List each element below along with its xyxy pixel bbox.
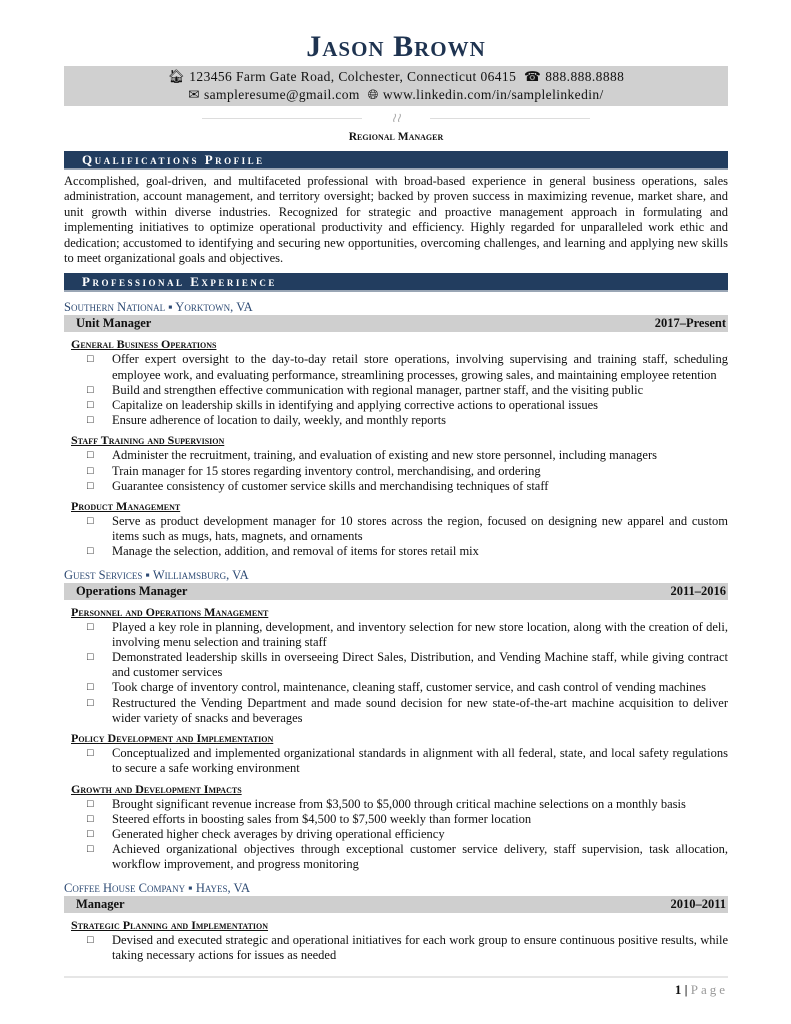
page-footer [64,976,728,998]
phone: 888.888.8888 [545,69,625,84]
bullet-list [87,933,728,963]
qualifications-summary: Accomplished, goal-driven, and multifaceted professional with broad-based experience in general business operations, sales administration, account management, and territory oversight; backed by proven success in maximizing revenue, market share, and unit growth within diverse industries. Recognized for strategic and proactive management approach in formulating and implementing initiatives to optimize operational productivity and efficiency. Highly regarded for unparalleled work ethic and dedication; accustomed to identifying and securing new opportunities, overcoming challenges, and learning and applying new skills to meet organizational goals and objectives. [64,174,728,266]
ornament-icon: ≀≀ [391,110,401,125]
square-bullet-icon: □ [87,651,94,664]
list-item [87,696,728,726]
list-item [87,398,728,413]
list-item [87,464,728,479]
phone-icon: ☎ [524,69,542,84]
company-location: Coffee House Company ▪ Hayes, VA [64,880,250,895]
role-title: Manager [76,896,125,911]
list-item [87,650,728,680]
square-bullet-icon: □ [87,843,94,856]
role-title: Unit Manager [76,316,152,331]
bullet-text: Manage the selection, addition, and removal of items for stores retail mix [112,544,479,559]
bullet-text: Played a key role in planning, development, and inventory selection for new store location, along with the creation of deli, involving menu selection and training staff [112,619,728,649]
subheading: Growth and Development Impacts [71,781,242,796]
candidate-name: Jason Brown [306,30,486,63]
square-bullet-icon: □ [87,515,94,528]
page-number: 1 [674,982,682,997]
square-bullet-icon: □ [87,545,94,558]
email-icon: ✉ [188,87,201,102]
bullet-text: Capitalize on leadership skills in identifying and applying corrective actions to operational issues [112,398,598,413]
role-title: Operations Manager [76,583,188,598]
list-item [87,383,728,398]
bullet-list [87,514,728,560]
square-bullet-icon: □ [87,464,94,477]
list-item [87,352,728,382]
experience-list [64,300,728,962]
bullet-text: Achieved organizational objectives through exceptional customer service delivery, staff supervision, task allocation, workflow improvement, and progress monitoring [112,842,728,872]
subheading: Policy Development and Implementation [71,731,274,746]
role-dates: 2011–2016 [670,583,726,598]
bullet-list [87,620,728,726]
linkedin-link[interactable]: www.linkedin.com/in/samplelinkedin/ [382,87,604,102]
bullet-text: Took charge of inventory control, maintenance, cleaning staff, customer service, and cash control of vending machines [112,680,706,695]
role-bar [64,896,728,913]
list-item [87,933,728,963]
contact-box [64,66,728,106]
square-bullet-icon: □ [87,383,94,396]
bullet-text: Generated higher check averages by driving operational efficiency [112,826,445,841]
square-bullet-icon: □ [87,414,94,427]
home-icon: 🏠︎ [167,69,186,84]
square-bullet-icon: □ [87,449,94,462]
role-bar [64,583,728,600]
list-item [87,479,728,494]
square-bullet-icon: □ [87,479,94,492]
square-bullet-icon: □ [87,399,94,412]
resume-page [64,30,728,963]
square-bullet-icon: □ [87,620,94,633]
subheading: Staff Training and Supervision [71,433,225,448]
bullet-text: Restructured the Vending Department and made sound decision for new state-of-the-art machine acquisition to deliver wider variety of snacks and beverages [112,695,728,725]
subheading: Strategic Planning and Implementation [71,917,269,932]
bullet-text: Serve as product development manager for 10 stores across the region, focused on designing new apparel and custom items such as mugs, hats, magnets, and ornaments [112,514,728,544]
bullet-text: Ensure adherence of location to daily, weekly, and monthly reports [112,413,447,428]
bullet-text: Offer expert oversight to the day-to-day retail store operations, involving supervising and training staff, scheduling employee work, and evaluating performance, streamlining processes, growing sales, and maintaining employee retention [112,352,728,382]
list-item [87,448,728,463]
square-bullet-icon: □ [87,827,94,840]
list-item [87,746,728,776]
bullet-text: Brought significant revenue increase from $3,500 to $5,000 through critical machine selections on a monthly basis [112,796,686,811]
bullet-list [87,352,728,428]
subheading: Personnel and Operations Management [71,604,269,619]
list-item [87,842,728,872]
square-bullet-icon: □ [87,696,94,709]
role-dates: 2017–Present [654,316,726,331]
job-title: Regional Manager [348,131,444,143]
email-link[interactable]: sampleresume@gmail.com [204,87,360,102]
list-item [87,680,728,695]
ornament-divider [64,108,728,130]
square-bullet-icon: □ [87,353,94,366]
subheading: General Business Operations [71,337,217,352]
bullet-text: Administer the recruitment, training, and evaluation of existing and new store personnel, including managers [112,448,657,463]
list-item [87,514,728,544]
bullet-list [87,797,728,873]
bullet-text: Conceptualized and implemented organizational standards in alignment with all federal, state, and local safety regulations to secure a safe working environment [112,746,728,776]
square-bullet-icon: □ [87,797,94,810]
list-item [87,544,728,559]
bullet-text: Devised and executed strategic and operational initiatives for each work group to ensure continuous positive results, while taking necessary actions for issues as needed [112,932,728,962]
list-item [87,797,728,812]
square-bullet-icon: □ [87,747,94,760]
bullet-list [87,448,728,494]
list-item [87,620,728,650]
square-bullet-icon: □ [87,933,94,946]
list-item [87,827,728,842]
section-heading-experience: Professional Experience [64,273,728,292]
page-label: Page [690,982,728,997]
subheading: Product Management [71,499,181,514]
bullet-text: Steered efforts in boosting sales from $4,500 to $7,500 weekly than former location [112,811,532,826]
bullet-text: Build and strengthen effective communication with regional manager, partner staff, and the visiting public [112,382,644,397]
section-heading-qualifications: Qualifications Profile [64,151,728,170]
bullet-list [87,746,728,776]
address: 123456 Farm Gate Road, Colchester, Connecticut 06415 [189,69,517,84]
list-item [87,413,728,428]
company-location: Guest Services ▪ Williamsburg, VA [64,567,249,582]
bullet-text: Guarantee consistency of customer service skills and merchandising techniques of staff [112,478,549,493]
list-item [87,812,728,827]
company-location: Southern National ▪ Yorktown, VA [64,300,253,315]
bullet-text: Train manager for 15 stores regarding inventory control, merchandising, and ordering [112,463,541,478]
page-separator: | [684,982,688,997]
role-dates: 2010–2011 [670,896,726,911]
globe-icon: 🌐︎ [367,87,379,102]
role-bar [64,315,728,332]
square-bullet-icon: □ [87,812,94,825]
square-bullet-icon: □ [87,681,94,694]
bullet-text: Demonstrated leadership skills in overseeing Direct Sales, Distribution, and Vending Machine staff, while giving contract and customer services [112,650,728,680]
